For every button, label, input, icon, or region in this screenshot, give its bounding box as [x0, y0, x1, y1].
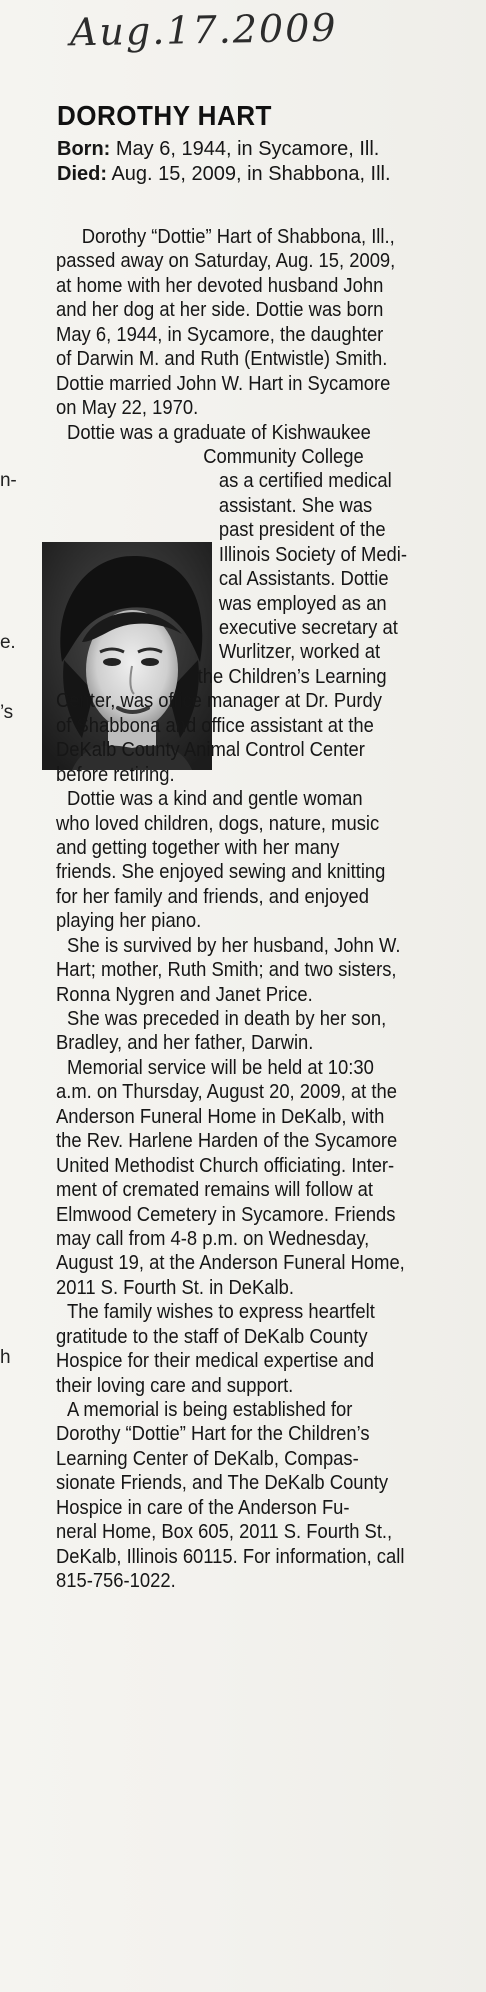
body-line: playing her piano. [56, 910, 202, 933]
body-line: Elmwood Cemetery in Sycamore. Friends [56, 1203, 396, 1226]
edge-fragment: e. [0, 632, 16, 653]
body-line: friends. She enjoyed sewing and knitting [56, 861, 386, 884]
body-line: May 6, 1944, in Sycamore, the daughter [56, 323, 384, 346]
body-line: the Rev. Harlene Harden of the Sycamore [56, 1130, 398, 1153]
body-line: Dorothy “Dottie” Hart of Shabbona, Ill., [81, 226, 395, 248]
body-line: Hospice in care of the Anderson Fu- [56, 1496, 350, 1519]
body-line: DeKalb, Illinois 60115. For information, call [56, 1545, 405, 1568]
body-line: of Shabbona and office assistant at the [56, 714, 374, 737]
body-line: Center, was office manager at Dr. Purdy [56, 690, 382, 713]
born-line [57, 138, 379, 161]
body-line: a.m. on Thursday, August 20, 2009, at the [56, 1081, 397, 1104]
obituary-name: DOROTHY HART [57, 100, 272, 131]
handwritten-date: Aug.17.2009 [69, 5, 338, 55]
body-line: Dottie was a kind and gentle woman [67, 788, 363, 811]
body-line: Hart; mother, Ruth Smith; and two sisters, [56, 959, 397, 982]
body-line: Hospice for their medical expertise and [56, 1350, 375, 1373]
body-line: of Darwin M. and Ruth (Entwistle) Smith. [56, 348, 388, 371]
body-line: Community College [203, 445, 364, 468]
died-line [57, 163, 391, 186]
body-line: Ronna Nygren and Janet Price. [56, 983, 313, 1006]
born-label: Born: [57, 138, 111, 160]
body-line: who loved children, dogs, nature, music [56, 812, 380, 835]
body-line: for her family and friends, and enjoyed [56, 885, 369, 908]
edge-fragment: n- [0, 470, 17, 491]
body-line: 815-756-1022. [56, 1570, 176, 1593]
obituary-body [56, 225, 460, 1594]
body-line: Memorial service will be held at 10:30 [67, 1056, 374, 1079]
body-line: and her dog at her side. Dottie was born [56, 299, 384, 322]
body-line: A memorial is being established for [67, 1399, 353, 1421]
edge-fragment: ’s [0, 702, 13, 723]
body-line: She was preceded in death by her son, [67, 1008, 387, 1030]
body-line: cal Assistants. Dottie [218, 568, 389, 591]
body-line: neral Home, Box 605, 2011 S. Fourth St., [56, 1521, 393, 1544]
body-line: their loving care and support. [56, 1374, 294, 1397]
body-line: was employed as an [218, 592, 387, 615]
body-line: at home with her devoted husband John [56, 274, 384, 297]
body-line: ment of cremated remains will follow at [56, 1179, 374, 1202]
born-text: May 6, 1944, in Sycamore, Ill. [115, 138, 380, 160]
body-line: Dottie was a graduate of Kishwaukee [67, 421, 371, 444]
body-line: assistant. She was [218, 494, 373, 517]
body-line: Dottie married John W. Hart in Sycamore [56, 372, 391, 395]
died-label: Died: [57, 163, 107, 185]
body-line: gratitude to the staff of DeKalb County [56, 1325, 368, 1348]
body-line: Wurlitzer, worked at [218, 641, 381, 664]
edge-fragment: h [0, 1347, 11, 1368]
body-line: on May 22, 1970. [56, 397, 199, 420]
body-line: Learning Center of DeKalb, Compas- [56, 1447, 359, 1470]
body-line: Dorothy “Dottie” Hart for the Children’s [56, 1423, 370, 1446]
body-line: may call from 4-8 p.m. on Wednesday, [56, 1227, 370, 1250]
body-line: and getting together with her many [56, 836, 340, 859]
died-text: Aug. 15, 2009, in Shabbona, Ill. [111, 163, 391, 185]
body-line: DeKalb County Animal Control Center [56, 739, 365, 762]
body-line: Anderson Funeral Home in DeKalb, with [56, 1105, 385, 1128]
body-line: as a certified medical [218, 470, 392, 493]
body-line: sionate Friends, and The DeKalb County [56, 1472, 389, 1495]
body-line: 2011 S. Fourth St. in DeKalb. [56, 1276, 294, 1299]
body-line: The family wishes to express heartfelt [67, 1301, 375, 1324]
body-line: Illinois Society of Medi- [218, 543, 408, 566]
body-line: Bradley, and her father, Darwin. [56, 1032, 314, 1055]
body-line: United Methodist Church officiating. Inter- [56, 1154, 395, 1177]
body-line: past president of the [218, 519, 386, 542]
body-line: executive secretary at [218, 617, 398, 639]
body-line: She is survived by her husband, John W. [67, 934, 401, 957]
body-line: the Children’s Learning [197, 665, 387, 688]
body-line: passed away on Saturday, Aug. 15, 2009, [56, 250, 396, 273]
body-line: August 19, at the Anderson Funeral Home, [56, 1252, 405, 1275]
body-line: before retiring. [56, 763, 175, 786]
